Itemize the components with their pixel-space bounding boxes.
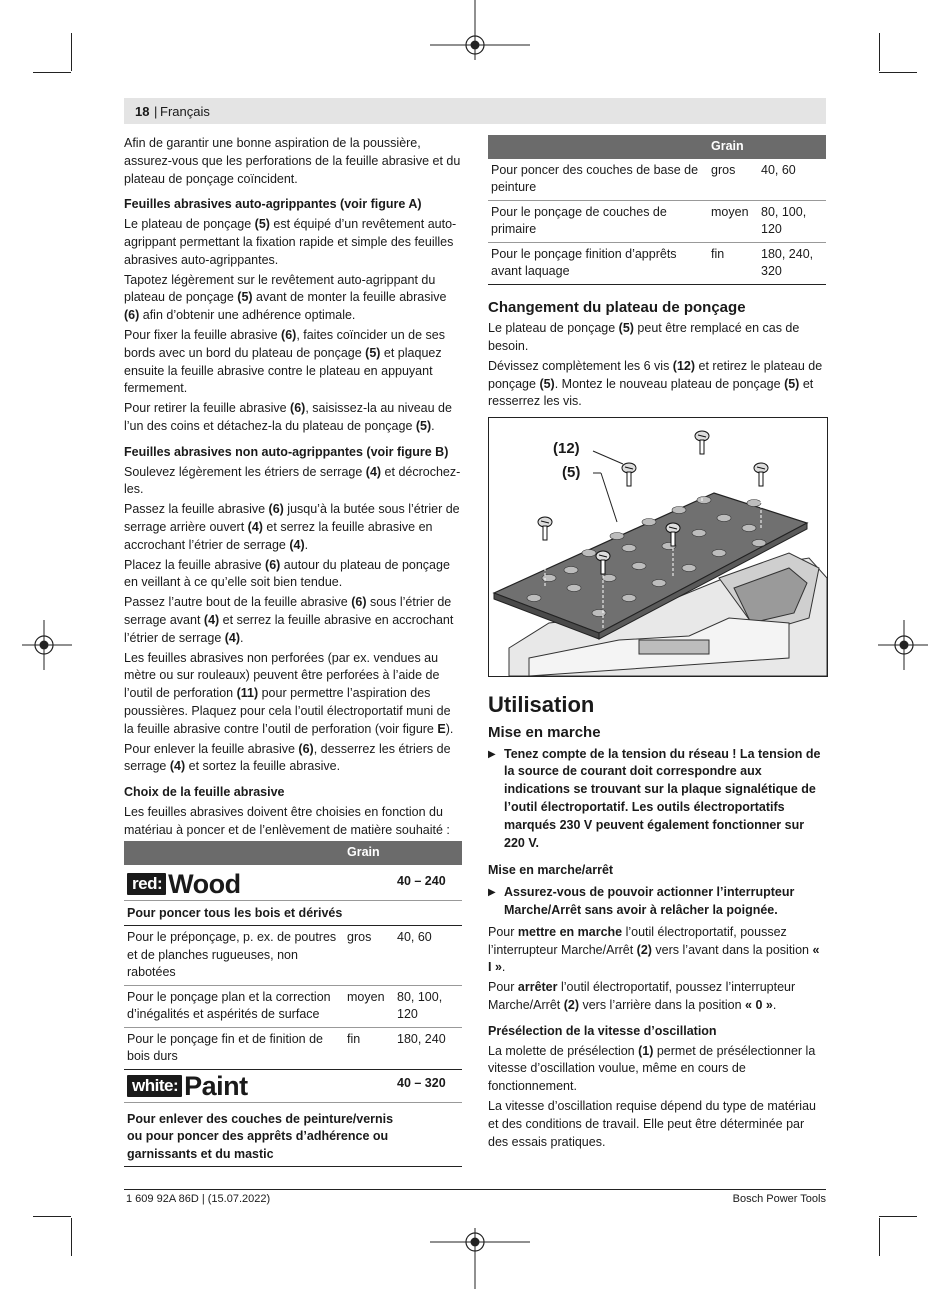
paragraph: Pour fixer la feuille abrasive (6), faites coïncider un de ses bords avec un bord du plateau de ponçage (5) et plaquez ensuite la feuille abrasive contre le plateau en appuyant fermement.	[124, 327, 446, 396]
sanding-plate-illustration-icon	[489, 418, 827, 676]
header-separator: |	[154, 104, 158, 119]
heading-choix: Choix de la feuille abrasive	[124, 785, 285, 800]
paragraph: Pour enlever la feuille abrasive (6), desserrez les étriers de serrage (4) et sortez la feuille abrasive.	[124, 741, 451, 774]
paragraph: Dévissez complètement les 6 vis (12) et retirez le plateau de ponçage (5). Montez le nouveau plateau de ponçage (5) et resserrez les vis.	[488, 358, 823, 409]
registration-mark-icon	[430, 1228, 530, 1289]
table-row: Pour le préponçage, p. ex. de poutres et de planches rugueuses, non rabotées gros 40, 60	[124, 926, 462, 986]
paragraph: Les feuilles abrasives doivent être choisies en fonction du matériau à poncer et de l’enlèvement de matière souhaité :	[124, 804, 450, 837]
table-row: Pour le ponçage plan et la correction d’inégalités et aspérités de surface moyen 80, 100, 120	[124, 985, 462, 1027]
paragraph: La molette de présélection (1) permet de présélectionner la vitesse d’oscillation voulue, même en cours de fonctionnement.	[488, 1043, 816, 1094]
left-column	[124, 135, 462, 1167]
wood-subtitle: Pour poncer tous les bois et dérivés	[124, 900, 462, 926]
table-row: Pour le ponçage finition d’apprêts avant laquage fin 180, 240, 320	[488, 242, 826, 284]
paragraph: Placez la feuille abrasive (6) autour du plateau de ponçage en veillant à ce qu’elle soit bien tendue.	[124, 557, 450, 590]
wood-grain-range: 40 – 240	[394, 865, 462, 901]
abrasive-table-paint-continued	[488, 135, 826, 285]
heading-auto-agrippantes: Feuilles abrasives auto-agrippantes (voir figure A)	[124, 197, 422, 212]
heading-marche-arret: Mise en marche/arrêt	[488, 863, 614, 878]
paragraph: Pour mettre en marche l’outil électroportatif, poussez l’interrupteur Marche/Arrêt (2) vers l’avant dans la position « I ».	[488, 924, 820, 975]
grain-column-header: Grain	[708, 135, 758, 159]
registration-mark-icon	[878, 620, 928, 670]
crop-mark	[879, 1218, 880, 1256]
registration-mark-icon	[430, 0, 530, 62]
paragraph: Soulevez légèrement les étriers de serrage (4) et décrochez-les.	[124, 464, 461, 497]
crop-mark	[33, 1216, 71, 1217]
paragraph: Passez la feuille abrasive (6) jusqu’à la butée sous l’étrier de serrage arrière ouvert (4) et serrez la feuille abrasive en accrochant l’étrier de serrage (4).	[124, 502, 460, 552]
sanding-plate-figure	[488, 417, 828, 677]
red-wood-logo: red: Wood	[127, 871, 241, 897]
heading-preselection: Présélection de la vitesse d’oscillation	[488, 1023, 717, 1038]
header-language: Français	[160, 104, 210, 119]
abrasive-table-wood-paint	[124, 841, 462, 1167]
right-column-top	[488, 135, 826, 413]
paragraph: Pour arrêter l’outil électroportatif, poussez l’interrupteur Marche/Arrêt (2) vers l’arrière dans la position « 0 ».	[488, 980, 796, 1012]
figure-label-12: (12)	[553, 440, 580, 457]
crop-mark	[879, 1216, 917, 1217]
paint-subtitle: Pour enlever des couches de peinture/vernis ou pour poncer des apprêts d’adhérence ou garnissants et du mastic	[124, 1102, 462, 1167]
intro-paragraph: Afin de garantir une bonne aspiration de la poussière, assurez-vous que les perforations de la feuille abrasive et du plateau de ponçage coïncident.	[124, 136, 461, 186]
paragraph: Pour retirer la feuille abrasive (6), saisissez-la au niveau de l’un des coins et détachez-la du plateau de ponçage (5).	[124, 401, 452, 433]
page-header	[124, 98, 826, 124]
white-paint-logo: white: Paint	[127, 1073, 248, 1099]
publisher: Bosch Power Tools	[732, 1193, 826, 1205]
right-column-bottom	[488, 692, 826, 1153]
page-footer	[124, 1189, 826, 1205]
heading-changement: Changement du plateau de ponçage	[488, 298, 746, 316]
table-row: Pour le ponçage de couches de primaire moyen 80, 100, 120	[488, 200, 826, 242]
paragraph: Les feuilles abrasives non perforées (par ex. vendues au mètre ou sur rouleaux) peuvent être perforées à l’aide de l’outil de perforation (11) pour permettre l’aspiration des poussières. Plaquez pour cela l’outil électroportatif muni de la feuille abrasive contre l’outil de perforation (voir figure E).	[124, 650, 454, 736]
paint-grain-range: 40 – 320	[394, 1069, 462, 1102]
grain-column-header: Grain	[344, 841, 394, 865]
heading-non-auto-agrippantes: Feuilles abrasives non auto-agrippantes (voir figure B)	[124, 444, 449, 459]
table-row: Pour poncer des couches de base de peinture gros 40, 60	[488, 159, 826, 201]
triangle-bullet-icon: ▶	[488, 887, 496, 899]
crop-mark	[879, 72, 917, 73]
registration-mark-icon	[22, 620, 72, 670]
document-code: 1 609 92A 86D | (15.07.2022)	[126, 1193, 271, 1205]
heading-utilisation: Utilisation	[488, 692, 595, 717]
paragraph: Tapotez légèrement sur le revêtement auto-agrippant du plateau de ponçage (5) avant de monter la feuille abrasive (6) afin d’obtenir une adhérence optimale.	[124, 272, 447, 323]
table-row: Pour le ponçage fin et de finition de bois durs fin 180, 240	[124, 1027, 462, 1069]
instruction-bullet: ▶ Assurez-vous de pouvoir actionner l’interrupteur Marche/Arrêt sans avoir à relâcher la poignée.	[488, 884, 826, 920]
paragraph: Le plateau de ponçage (5) est équipé d’un revêtement auto-agrippant permettant la fixation rapide et simple des feuilles abrasives auto-agrippantes.	[124, 217, 457, 267]
crop-mark	[71, 1218, 72, 1256]
paragraph: Le plateau de ponçage (5) peut être remplacé en cas de besoin.	[488, 321, 800, 354]
crop-mark	[879, 33, 880, 71]
figure-label-5: (5)	[562, 464, 581, 481]
crop-mark	[71, 33, 72, 71]
paragraph: Passez l’autre bout de la feuille abrasive (6) sous l’étrier de serrage avant (4) et serrez la feuille abrasive en accrochant l’étrier de serrage (4).	[124, 595, 454, 645]
warning-bullet: ▶ Tenez compte de la tension du réseau ! La tension de la source de courant doit correspondre aux indications se trouvant sur la plaque signalétique de l’outil électroportatif. Les outils électroportatifs marqués 230 V peuvent également fonctionner sur 220 V.	[488, 746, 826, 853]
page-number: 18	[135, 104, 150, 119]
crop-mark	[33, 72, 71, 73]
heading-mise-en-marche: Mise en marche	[488, 723, 601, 741]
paragraph: La vitesse d’oscillation requise dépend du type de matériau et des conditions de travail. Elle peut être déterminée par des essais pratiques.	[488, 1098, 816, 1149]
triangle-bullet-icon: ▶	[488, 748, 496, 760]
